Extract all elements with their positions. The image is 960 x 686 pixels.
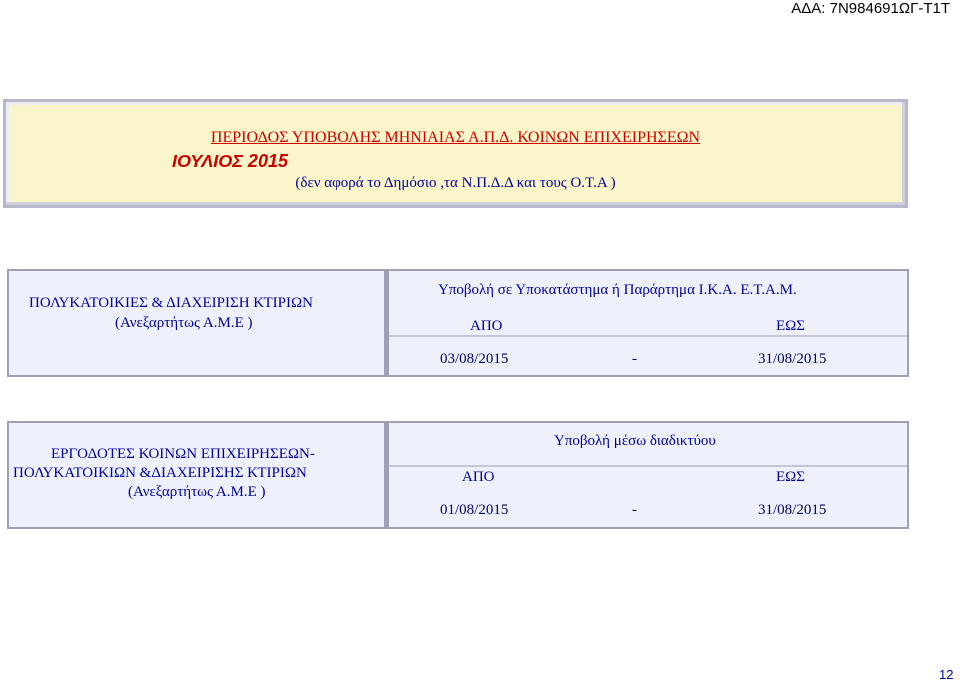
page-number: 12: [939, 667, 954, 682]
from-date: 03/08/2015: [440, 351, 509, 367]
left-title: ΠΟΛΥΚΑΤΟΙΚΙΕΣ & ΔΙΑΧΕΙΡΙΣΗ ΚΤΙΡΙΩΝ: [29, 295, 313, 311]
date-separator: -: [632, 502, 637, 518]
period-header-box: [3, 99, 908, 208]
left-line-2: ΠΟΛΥΚΑΤΟΙΚΙΩΝ &ΔΙΑΧΕΙΡΙΣΗΣ ΚΤΙΡΙΩΝ: [13, 465, 307, 481]
to-date: 31/08/2015: [758, 351, 827, 367]
left-subtitle: (Ανεξαρτήτως Α.Μ.Ε ): [115, 315, 253, 331]
to-date: 31/08/2015: [758, 502, 827, 518]
left-line-3: (Ανεξαρτήτως Α.Μ.Ε ): [128, 484, 266, 500]
row-divider: [389, 465, 907, 467]
ada-code: ΑΔΑ: 7Ν984691ΩΓ-Τ1Τ: [791, 0, 950, 17]
submission-heading: Υποβολή μέσω διαδικτύου: [554, 433, 716, 449]
to-label: ΕΩΣ: [776, 318, 806, 334]
from-date: 01/08/2015: [440, 502, 509, 518]
common-business-table: [7, 421, 909, 529]
period-title: ΠΕΡΙΟΔΟΣ ΥΠΟΒΟΛΗΣ ΜΗΝΙΑΙΑΣ Α.Π.Δ. ΚΟΙΝΩΝ ΕΠΙΧΕΙΡΗΣΕΩΝ: [210, 129, 701, 146]
from-label: ΑΠΟ: [470, 318, 503, 334]
left-line-1: ΕΡΓΟΔΟΤΕΣ ΚΟΙΝΩΝ ΕΠΙΧΕΙΡΗΣΕΩΝ-: [51, 446, 315, 462]
row-divider: [389, 335, 907, 337]
to-label: ΕΩΣ: [776, 469, 806, 485]
column-divider: [384, 271, 389, 375]
building-management-table: [7, 269, 909, 377]
from-label: ΑΠΟ: [462, 469, 495, 485]
period-note: (δεν αφορά το Δημόσιο ,τα Ν.Π.Δ.Δ και τους Ο.Τ.Α ): [295, 175, 616, 191]
column-divider: [384, 423, 389, 527]
period-month: ΙΟΥΛΙΟΣ 2015: [172, 151, 288, 171]
submission-heading: Υποβολή σε Υποκατάστημα ή Παράρτημα Ι.Κ.Α. Ε.Τ.Α.Μ.: [438, 282, 797, 298]
date-separator: -: [632, 351, 637, 367]
